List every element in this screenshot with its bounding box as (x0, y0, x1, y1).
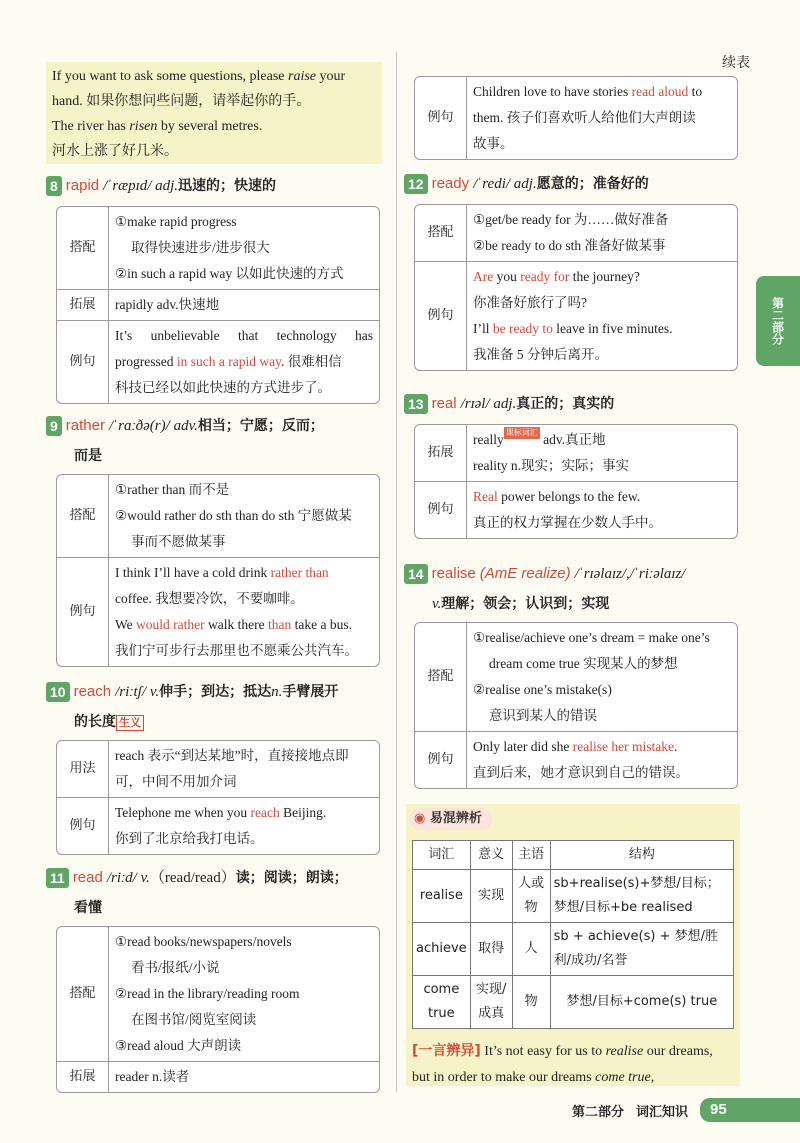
example: Are you ready for the journey? (473, 269, 640, 284)
example: 直到后来，她才意识到自己的错误。 (473, 765, 689, 780)
example: I’ll be ready to leave in five minutes. (473, 321, 673, 336)
phonetic: /riːd/ (106, 870, 137, 886)
example: 我们宁可步行去那里也不愿乘公共汽车。 (115, 643, 358, 658)
definition: 相当；宁愿；反而； (197, 418, 324, 434)
entry-13-table (414, 424, 738, 539)
row-label: 例句 (57, 557, 109, 666)
part-of-speech: v. (432, 596, 442, 612)
example: Telephone me when you reach Beijing. (115, 805, 327, 820)
example: Real power belongs to the few. (473, 489, 641, 504)
collocation: ②be ready to do sth 准备好做某事 (473, 238, 666, 253)
collocation: ②read in the library/reading room (115, 986, 300, 1001)
intro-example-box (46, 62, 382, 164)
meaning-cell: 实现/成真 (470, 976, 512, 1029)
headword: read (72, 869, 103, 886)
entry-number: 10 (46, 682, 70, 702)
part-of-speech: adv. (173, 418, 198, 434)
collocation: ①get/be ready for 为……做好准备 (473, 212, 669, 227)
header-cell: 词汇 (413, 841, 471, 870)
one-sentence-tip: [一言辨异] It’s not easy for us to realise our dreams, but in order to make our dreams come true, (412, 1043, 713, 1085)
entry-13-headword (404, 390, 614, 418)
row-label: 拓展 (415, 425, 467, 481)
header-cell: 主语 (512, 841, 550, 870)
headword: real (431, 395, 457, 412)
row-label: 搭配 (57, 475, 109, 557)
subject-cell: 物 (512, 976, 550, 1029)
phonetic: /riːtʃ/ (115, 684, 147, 700)
row-label: 例句 (415, 261, 467, 370)
word-forms: （read/read） (149, 870, 236, 886)
row-label: 例句 (57, 797, 109, 854)
top-right-example-table (414, 76, 738, 160)
part-of-speech: adj. (155, 178, 179, 194)
structure: sb + achieve(s) + 梦想/胜 (553, 929, 718, 944)
column-divider (396, 52, 397, 1092)
usage: 可，中间不用加介词 (115, 774, 237, 789)
new-meaning-badge: 生义 (116, 715, 144, 731)
collocation: 意识到某人的错误 (489, 708, 597, 723)
entry-8-headword (46, 172, 276, 200)
definition: 读；阅读；朗读； (235, 870, 348, 886)
intro-line-3: The river has risen by several metres. (52, 119, 263, 134)
subject-cell: 人或物 (512, 870, 550, 923)
definition: 的长度 (74, 714, 116, 730)
example: coffee. 我想要冷饮，不要咖啡。 (115, 591, 304, 606)
example: We would rather walk there than take a bus. (115, 617, 352, 632)
row-label: 拓展 (57, 1061, 109, 1092)
entry-9-table (56, 474, 380, 667)
phonetic: /ˈrɑːðə(r)/ (108, 418, 170, 434)
confusables-title: ◉ 易混辨析 (410, 808, 492, 830)
entry-11-table (56, 926, 380, 1093)
extension: rapidly adv.快速地 (115, 297, 220, 312)
word-cell: realise (413, 870, 471, 923)
example: Only later did she realise her mistake. (473, 739, 678, 754)
page-number: 95 (700, 1098, 800, 1122)
example: 我准备 5 分钟后离开。 (473, 347, 608, 362)
part-of-speech: v. (140, 870, 150, 886)
curriculum-badge: 课标词汇 (505, 428, 538, 437)
table-row (413, 870, 734, 923)
part-of-speech: adj. (513, 176, 537, 192)
magnifier-icon: ◉ (414, 811, 426, 826)
part-of-speech: n. (271, 684, 283, 700)
row-label: 例句 (415, 77, 467, 159)
example: Children love to have stories read aloud to (473, 84, 703, 99)
structure: 利/成功/名誉 (553, 953, 628, 968)
row-label: 搭配 (415, 623, 467, 731)
structure: 梦想/目标+be realised (553, 900, 693, 915)
confusables-table (412, 840, 734, 1029)
example: progressed in such a rapid way. 很难相信 (115, 354, 342, 369)
example: 你准备好旅行了吗? (473, 295, 587, 310)
example: 真正的权力掌握在少数人手中。 (473, 515, 662, 530)
extension: reader n.读者 (115, 1069, 190, 1084)
headword: reach (73, 683, 112, 700)
phonetic: /rɪəl/ (460, 396, 490, 412)
headword: rather (65, 417, 105, 434)
definition: 而是 (74, 448, 102, 464)
entry-10-headword (46, 678, 386, 736)
word-cell: achieve (413, 923, 471, 976)
phonetic: /ˈrɪəlaɪz/,/ˈriːəlaɪz/ (574, 566, 686, 582)
footer-section: 第二部分 (571, 1104, 624, 1120)
usage: reach 表示“到达某地”时，直接接地点即 (115, 748, 349, 763)
entry-number: 12 (404, 174, 428, 194)
entry-number: 9 (46, 416, 62, 436)
collocation: ②in such a rapid way 以如此快速的方式 (115, 266, 344, 281)
collocation: ①realise/achieve one’s dream = make one’s (473, 630, 710, 645)
entry-11-headword (46, 864, 386, 922)
definition: 愿意的；准备好的 (536, 176, 649, 192)
part-of-speech: v. (149, 684, 160, 700)
definition: 迅速的；快速的 (178, 178, 277, 194)
entry-10-table (56, 740, 380, 855)
entry-9-headword (46, 412, 386, 470)
definition: 理解；领会；认识到；实现 (441, 596, 610, 612)
collocation: ①read books/newspapers/novels (115, 934, 292, 949)
part-of-speech: adj. (493, 396, 517, 412)
row-label: 搭配 (57, 207, 109, 289)
row-label: 拓展 (57, 289, 109, 320)
row-label: 例句 (415, 731, 467, 788)
meaning-cell: 取得 (470, 923, 512, 976)
row-label: 例句 (57, 320, 109, 403)
definition: 真正的；真实的 (516, 396, 615, 412)
meaning-cell: 实现 (470, 870, 512, 923)
entry-14-table (414, 622, 738, 789)
page-footer (572, 1098, 740, 1122)
entry-number: 13 (404, 394, 428, 414)
example: them. 孩子们喜欢听人给他们大声朗读 (473, 110, 696, 125)
table-row (413, 976, 734, 1029)
collocation: ①make rapid progress (115, 214, 237, 229)
footer-title: 词汇知识 (635, 1104, 688, 1120)
subject-cell: 人 (512, 923, 550, 976)
collocation: dream come true 实现某人的梦想 (489, 656, 678, 671)
example: 你到了北京给我打电话。 (115, 831, 264, 846)
row-label: 例句 (415, 481, 467, 538)
entry-number: 8 (46, 176, 62, 196)
collocation: 看书/报纸/小说 (131, 960, 220, 975)
collocation: 事而不愿做某事 (131, 534, 226, 549)
american-spelling: (AmE realize) (479, 565, 571, 582)
collocation: ②would rather do sth than do sth 宁愿做某 (115, 508, 352, 523)
collocation: 取得快速进步/进步很大 (131, 240, 270, 255)
entry-12-headword (404, 170, 649, 198)
section-side-tab: 第二部分 (756, 276, 800, 366)
definition: 手臂展开 (282, 684, 339, 700)
phonetic: /ˈredi/ (473, 176, 511, 192)
continued-label: 续表 (722, 55, 750, 71)
collocation: ③read aloud 大声朗读 (115, 1038, 242, 1053)
entry-12-table (414, 204, 738, 371)
entry-number: 11 (46, 868, 69, 888)
structure: 梦想/目标+come(s) true (550, 976, 733, 1029)
example: It’s unbelievable that technology has (115, 328, 373, 343)
entry-number: 14 (404, 564, 428, 584)
phonetic: /ˈræpɪd/ (103, 178, 152, 194)
collocation: ②realise one’s mistake(s) (473, 682, 612, 697)
headword: realise (431, 565, 476, 582)
extension: really 课标词汇 adv.真正地 (473, 428, 606, 447)
word-cell: come true (413, 976, 471, 1029)
example: 故事。 (473, 136, 514, 151)
entry-14-headword (404, 560, 744, 618)
header-cell: 结构 (550, 841, 733, 870)
definition: 伸手；到达；抵达 (159, 684, 272, 700)
collocation: 在图书馆/阅览室阅读 (131, 1012, 257, 1027)
intro-line-4: 河水上涨了好几米。 (52, 144, 178, 159)
structure: sb+realise(s)+梦想/目标； (553, 876, 720, 891)
headword: ready (431, 175, 470, 192)
row-label: 搭配 (415, 205, 467, 261)
row-label: 搭配 (57, 927, 109, 1061)
extension: reality n.现实；实际；事实 (473, 458, 629, 473)
headword: rapid (65, 177, 100, 194)
entry-8-table (56, 206, 380, 404)
definition: 看懂 (74, 900, 102, 916)
intro-line-2: hand. 如果你想问些问题，请举起你的手。 (52, 94, 311, 109)
collocation: ①rather than 而不是 (115, 482, 230, 497)
table-row (413, 923, 734, 976)
intro-line-1: If you want to ask some questions, please raise your (52, 69, 346, 84)
example: I think I’ll have a cold drink rather than (115, 565, 329, 580)
row-label: 用法 (57, 741, 109, 797)
example: 科技已经以如此快速的方式进步了。 (115, 380, 331, 395)
header-cell: 意义 (470, 841, 512, 870)
